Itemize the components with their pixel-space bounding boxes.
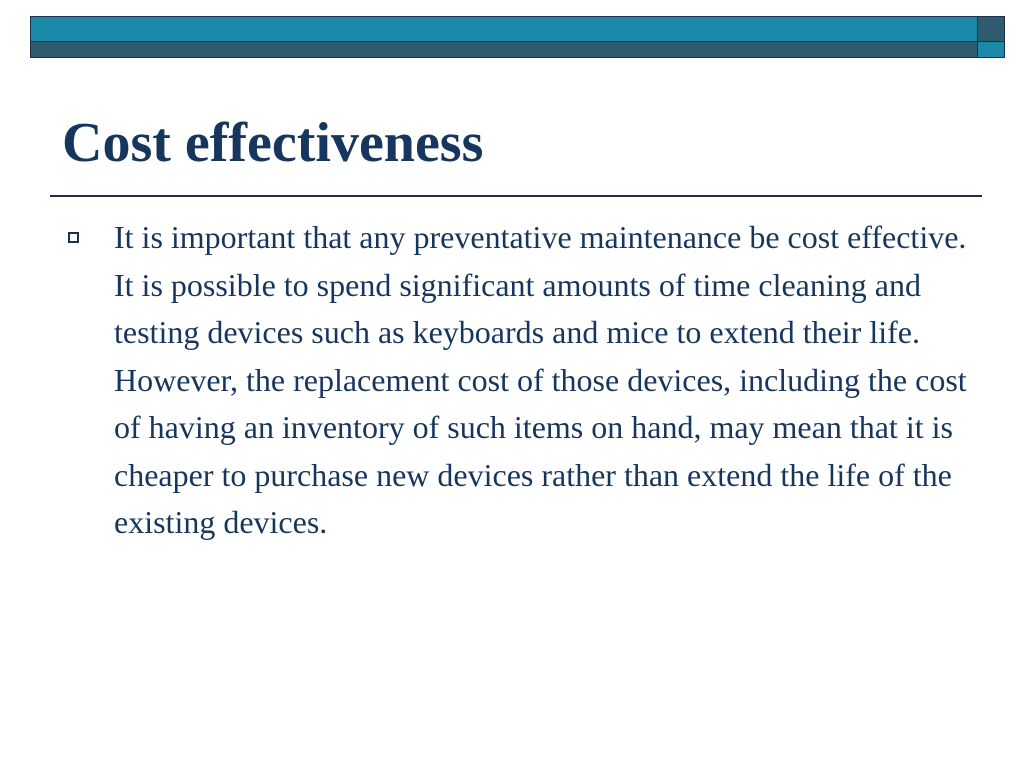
bullet-item bbox=[62, 214, 982, 547]
header-band-dark bbox=[31, 42, 977, 57]
header-band-light bbox=[31, 17, 977, 41]
header-band-divider bbox=[31, 41, 1004, 42]
bullet-text: It is important that any preventative maintenance be cost effective. It is possible to spend significant amounts of time cleaning and testing devices such as keyboards and mice to extend their life. However, the replacement cost of those devices, including the cost of having an inventory of such items on hand, may mean that it is cheaper to purchase new devices rather than extend the life of the existing devices. bbox=[114, 219, 967, 540]
title-underline bbox=[50, 195, 982, 197]
header-corner-dark-block bbox=[978, 17, 1004, 41]
hollow-square-bullet-icon bbox=[68, 232, 79, 243]
header-corner-light-block bbox=[978, 42, 1004, 57]
bullet-list bbox=[62, 214, 982, 547]
slide-title: Cost effectiveness bbox=[62, 112, 484, 174]
